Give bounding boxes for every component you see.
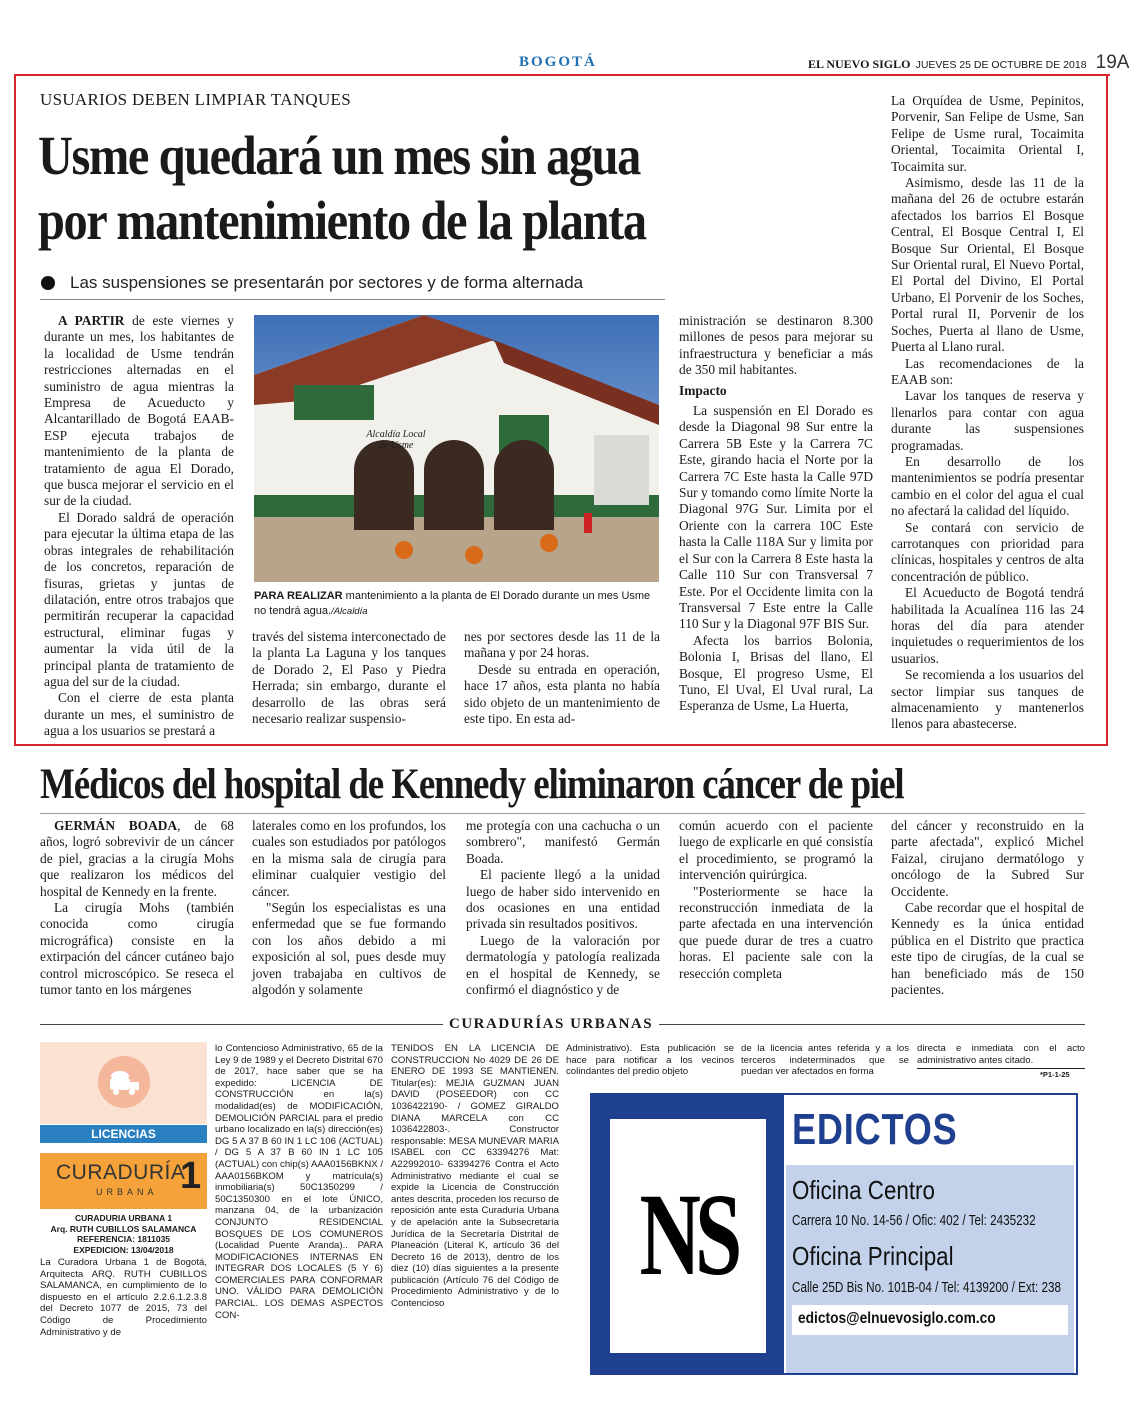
office-centro-address: Carrera 10 No. 14-56 / Ofic: 402 / Tel: 2435232 [792, 1212, 1036, 1229]
paragraph: En desarrollo de los mantenimientos se podría presentar cambio en el color del agua el cual no afectará la calidad del líquido. [891, 453, 1084, 519]
paragraph: Afecta los barrios Bolonia, Bolonia I, Brisas del llano, El Bosque, El progreso Usme, El Tuno, El Uval, El Uval rural, La Esperanza de Usme, La Huerta, [679, 632, 873, 714]
photo-caption [254, 589, 654, 619]
article-column-5 [891, 93, 1084, 733]
office-centro-name: Oficina Centro [792, 1175, 935, 1205]
article-2-column-4 [679, 818, 873, 982]
ns-logo-block [592, 1095, 784, 1373]
paper-name: EL NUEVO SIGLO [808, 57, 911, 71]
legal-column-2: lo Contencioso Administrativo, 65 de la Ley 9 de 1989 y el Decreto Distrital 670 de 2017, hace saber que se ha expedido: LICENCIA DE CONSTRUCCIÓN en la(s) modalidad(es) de MODIFICACIÓN, DEMOLICIÓN PARCIAL para el predio urbano localizado en la(s) dirección(es) DG 5 A 37 B 60 IN 1 LC 106 (ACTUAL) / DG 5 A 37 B 60 IN 1 LC 105 (ACTUAL) con chip(s) AAA0156BKNX / AAA0156BKOM y matrícula(s) inmobiliaria(s) 50C1350299 / 50C1350300 en el lote ÚNICO, manzana 04, de la urbanización CONJUNTO RESIDENCIAL BOSQUES DE LOS COMUNEROS (Localidad Puente Aranda).. PARA MODIFICACIONES INTERNAS EN INTEGRAR DOS LOCALES (5 Y 6) COMERCIALES PARA CONFORMAR UNO. VÁLIDO PARA DEMOLICIÓN PARCIAL. LOS DEMAS ASPECTOS CON- [215, 1043, 383, 1321]
article-kicker: USUARIOS DEBEN LIMPIAR TANQUES [40, 90, 351, 109]
caption-lead: PARA REALIZAR [254, 590, 343, 602]
paragraph: Asimismo, desde las 11 de la mañana del 26 de octubre estarán afectados los barrios El Bosque Central, El Bosque Central I, El Bosque Sur Oriental, El Bosque Sur Oriental rural, El Nuevo Portal, El Portal del Divino, El Portal Urbano, El Porvenir de los Soches, Portal rural II, Porvenir de los Soches, Puerta al llano de Usme, Puerta al Llano rural. [891, 175, 1084, 355]
paragraph: A PARTIR de este viernes y durante un mes, los habitantes de la localidad de Usme tendrán restricciones alternadas en el suministro de agua mientras la Empresa de Acueducto y Alcantarillado de Bogotá EAAB-ESP ejecuta trabajos de mantenimiento de la planta de tratamiento de agua El Dorado, que busca mejorar el servicio en el sur de la ciudad. [44, 313, 234, 509]
page-header [808, 52, 1129, 74]
logo-line-1: CURADURÍA [56, 1161, 186, 1184]
office-principal-address: Calle 25D Bis No. 101B-04 / Tel: 4139200 / Ext: 238 [792, 1279, 1062, 1296]
article-2-column-5 [891, 818, 1084, 998]
paragraph: me protegía con una cachucha o un sombrero", manifestó Germán Boada. [466, 818, 660, 866]
curaduria-info: CURADURIA URBANA 1 Arq. RUTH CUBILLOS SALAMANCA REFERENCIA: 1811035 EXPEDICION: 13/04/2018 [50, 1213, 197, 1255]
edictos-email[interactable]: edictos@elnuevosiglo.com.co [798, 1310, 996, 1327]
paragraph: Las recomendaciones de la EAAB son: [891, 355, 1084, 387]
paragraph: común acuerdo con el paciente luego de explicarle en qué consistía el procedimiento, se programó la intervención quirúrgica. [679, 818, 873, 883]
article-column-3 [464, 629, 660, 727]
article-column-1 [44, 313, 234, 740]
licencias-label: LICENCIAS [40, 1125, 207, 1143]
logo-line-2: URBANA [96, 1187, 158, 1197]
article-subhead: Las suspensiones se presentarán por sectores y de forma alternada [70, 273, 584, 292]
paragraph: La cirugía Mohs (también conocida como cirugía micrográfica) consiste en la extirpación del cáncer cutáneo bajo control microscópico. Se reseca el tumor tanto en los márgenes [40, 900, 234, 998]
curaduria-logo [40, 1153, 207, 1209]
paragraph: La suspensión en El Dorado es desde la Diagonal 98 Sur entre la Carrera 5B Este y la Carrera 7C Este, girando hacia el Norte por la Carrera 7C Este hasta la Calle 97D Sur y tomando como límite Norte la Diagonal 97G Sur. Limita por el Oriente con la carrera 10C Este hasta la Calle 118A Sur y limita por el Sur con la Carrera 8 Este hasta la Calle 110 Sur con Transversal 7 Este. Por el Occidente limita con la Transversal 7 Este entre la Calle 110 Sur y la Diagonal 97F BIS Sur. [679, 403, 873, 632]
ns-logo: NS [639, 1169, 737, 1300]
legal-column-6: directa e inmediata con el acto administrativo antes citado. [917, 1043, 1085, 1066]
legal-column-3: TENIDOS EN LA LICENCIA DE CONSTRUCCION No 4029 DE 26 DE ENERO DE 1993 SE MANTIENEN. Titular(es): MEJIA GUZMAN JUAN DAVID (POSEEDOR) con CC 1036422190- / GOMEZ GIRALDO DIANA MARCELA con CC 1036422803-. Constructor responsable: MESA MUNEVAR MARIA ISABEL con CC 63394276 Mat: A22992010- 63394276 Contra el Acto Administrativo mediante el cual se expide la Licencia de Construcción antes descrita, proceden los recurso de reposición ante esta Curaduría Urbana y de apelación ante la Subsecretaría Jurídica de la Secretaría Distrital de Planeación (Literal K, artículo 36 del Decreto 16 de 2013), dentro de los diez (10) días siguientes a la presente publicación (Artículo 76 del Código de Procedimiento Administrativo y de lo Contencioso [391, 1043, 559, 1310]
paragraph: "Posteriormente se hace la reconstrucción inmediata de la parte afectada en una intervención que puede durar de tres a cuatro horas. El paciente sale con la resección completa [679, 883, 873, 981]
curadurias-title: CURADURÍAS URBANAS [443, 1016, 659, 1033]
paragraph: Se contará con servicio de carrotanques con prioridad para clínicas, hospitales y centros de alta concentración de público. [891, 519, 1084, 584]
headline-line-2: por mantenimiento de la planta [38, 190, 646, 251]
article-2-column-3 [466, 818, 660, 998]
paragraph: del cáncer y reconstruido en la parte afectada", explicó Michel Faizal, cirujano dermatólogo y oncólogo de la Subred Sur Occidente. [891, 818, 1084, 899]
logo-number: 1 [180, 1155, 202, 1197]
article-2-headline: Médicos del hospital de Kennedy eliminaron cáncer de piel [40, 761, 904, 808]
paragraph: El Acueducto de Bogotá tendrá habilitada la Acualínea 116 las 24 horas del día para atender inquietudes o requerimientos de los usuarios. [891, 585, 1084, 666]
legal-column-1: La Curadora Urbana 1 de Bogotá, Arquitecta ARQ. RUTH CUBILLOS SALAMANCA, en cumplimiento de lo dispuesto en el artículo 2.2.6.1.2.3.8 del Decreto 1077 de 2015, 73 del Código de Procedimiento Administrativo y de [40, 1257, 207, 1338]
paragraph: "Según los especialistas es una enfermedad que se fue formando con los años debido a mi exposición al sol, pues desde muy joven trabajaba en cultivos de algodón y solamente [252, 900, 446, 998]
article-2-rule [40, 813, 1085, 814]
edictos-title: EDICTOS [792, 1105, 958, 1154]
subhead-rule [40, 299, 665, 300]
caption-credit: /Alcaldía [331, 605, 368, 617]
article-2-column-2 [252, 818, 446, 998]
paragraph: través del sistema interconectado de la planta La Laguna y los tanques de Dorado 2, El Paso y Piedra Herrada; sin embargo, durante el desarrollo de las obras será necesario realizar suspensio- [252, 629, 446, 727]
legal-column-5: de la licencia antes referida y a los terceros indeterminados que se puedan ver afectados en forma [741, 1043, 909, 1078]
photo-sign: Alcaldía Local de Usme [366, 429, 426, 451]
building-illustration [254, 315, 659, 582]
paragraph: GERMÁN BOADA, de 68 años, logró sobrevivir de un cáncer de piel, gracias a la cirugía Mohs que realizaron los médicos del hospital de Kennedy en la frente. [40, 818, 234, 899]
caption-text: mantenimiento a la planta de El Dorado durante un mes Usme no tendrá agua. [254, 590, 651, 617]
edictos-ad [590, 1093, 1078, 1375]
article-column-2 [252, 629, 446, 727]
section-subhead: Impacto [679, 382, 727, 398]
article-photo [254, 315, 659, 582]
paragraph: Luego de la valoración por dermatología y patología realizada en el hospital de Kennedy, se confirmó el diagnóstico y de [466, 932, 660, 998]
headline-line-1: Usme quedará un mes sin agua [38, 125, 640, 186]
paragraph: Cabe recordar que el hospital de Kennedy es la única entidad pública en el Distrito que practica este tipo de cirugías, de la cual se han beneficiado más de 150 pacientes. [891, 900, 1084, 998]
article-headline [38, 123, 777, 253]
section-label: BOGOTÁ [519, 54, 597, 70]
legal-rule [917, 1068, 1085, 1069]
article-2-column-1 [40, 818, 234, 998]
paragraph: El Dorado saldrá de operación para ejecutar la última etapa de las obras integrales de rehabilitación de los concretos, reparación de fisuras, grietas y juntas de dilatación, entre otros trabajos que permitirán recuperar la capacidad estructural, eliminar fugas y aumentar la vida útil de la principal planta de tratamiento de agua del sur de la ciudad. [44, 509, 234, 689]
paragraph: ministración se destinaron 8.300 millones de pesos para mejorar su infraestructura y beneficiar a más de 350 mil habitantes. [679, 313, 873, 378]
article-column-4 [679, 313, 873, 715]
paragraph: Desde su entrada en operación, hace 17 años, esta planta no había sido objeto de un mantenimiento de este tipo. En esta ad- [464, 661, 660, 727]
issue-date: JUEVES 25 DE OCTUBRE DE 2018 [915, 59, 1087, 71]
legal-column-4: Administrativo). Esta publicación se hace para notificar a los vecinos colindantes del predio objeto [566, 1043, 734, 1078]
paragraph: El paciente llegó a la unidad luego de haber sido intervenido en dos ocasiones en una entidad privada sin resultados positivos. [466, 867, 660, 932]
legal-code: *P1-1-25 [1040, 1070, 1070, 1079]
concrete-mixer-icon [98, 1056, 150, 1108]
page-number: 19A [1095, 52, 1129, 73]
subhead-bullet-icon [41, 276, 55, 290]
office-principal-name: Oficina Principal [792, 1241, 954, 1271]
paragraph: Lavar los tanques de reserva y llenarlos para contar con agua durante las suspensiones programadas. [891, 388, 1084, 453]
paragraph: La Orquídea de Usme, Pepinitos, Porvenir, San Felipe de Usme, San Felipe de Usme rural, Tocaimita Oriental, Tocaimita Oriental I, Tocaimita sur. [891, 93, 1084, 174]
paragraph: laterales como en los profundos, los cuales son estudiados por patólogos en la misma sala de cirugía para eliminar cualquier vestigio del cáncer. [252, 818, 446, 899]
licencias-icon-panel [40, 1042, 207, 1124]
paragraph: nes por sectores desde las 11 de la mañana y por 24 horas. [464, 629, 660, 661]
paragraph: Se recomienda a los usuarios del sector limpiar sus tanques de almacenamiento y mantenerlos llenos para abastecerse. [891, 667, 1084, 732]
paragraph: Con el cierre de esta planta durante un mes, el suministro de agua a los usuarios se prestará a [44, 690, 234, 739]
